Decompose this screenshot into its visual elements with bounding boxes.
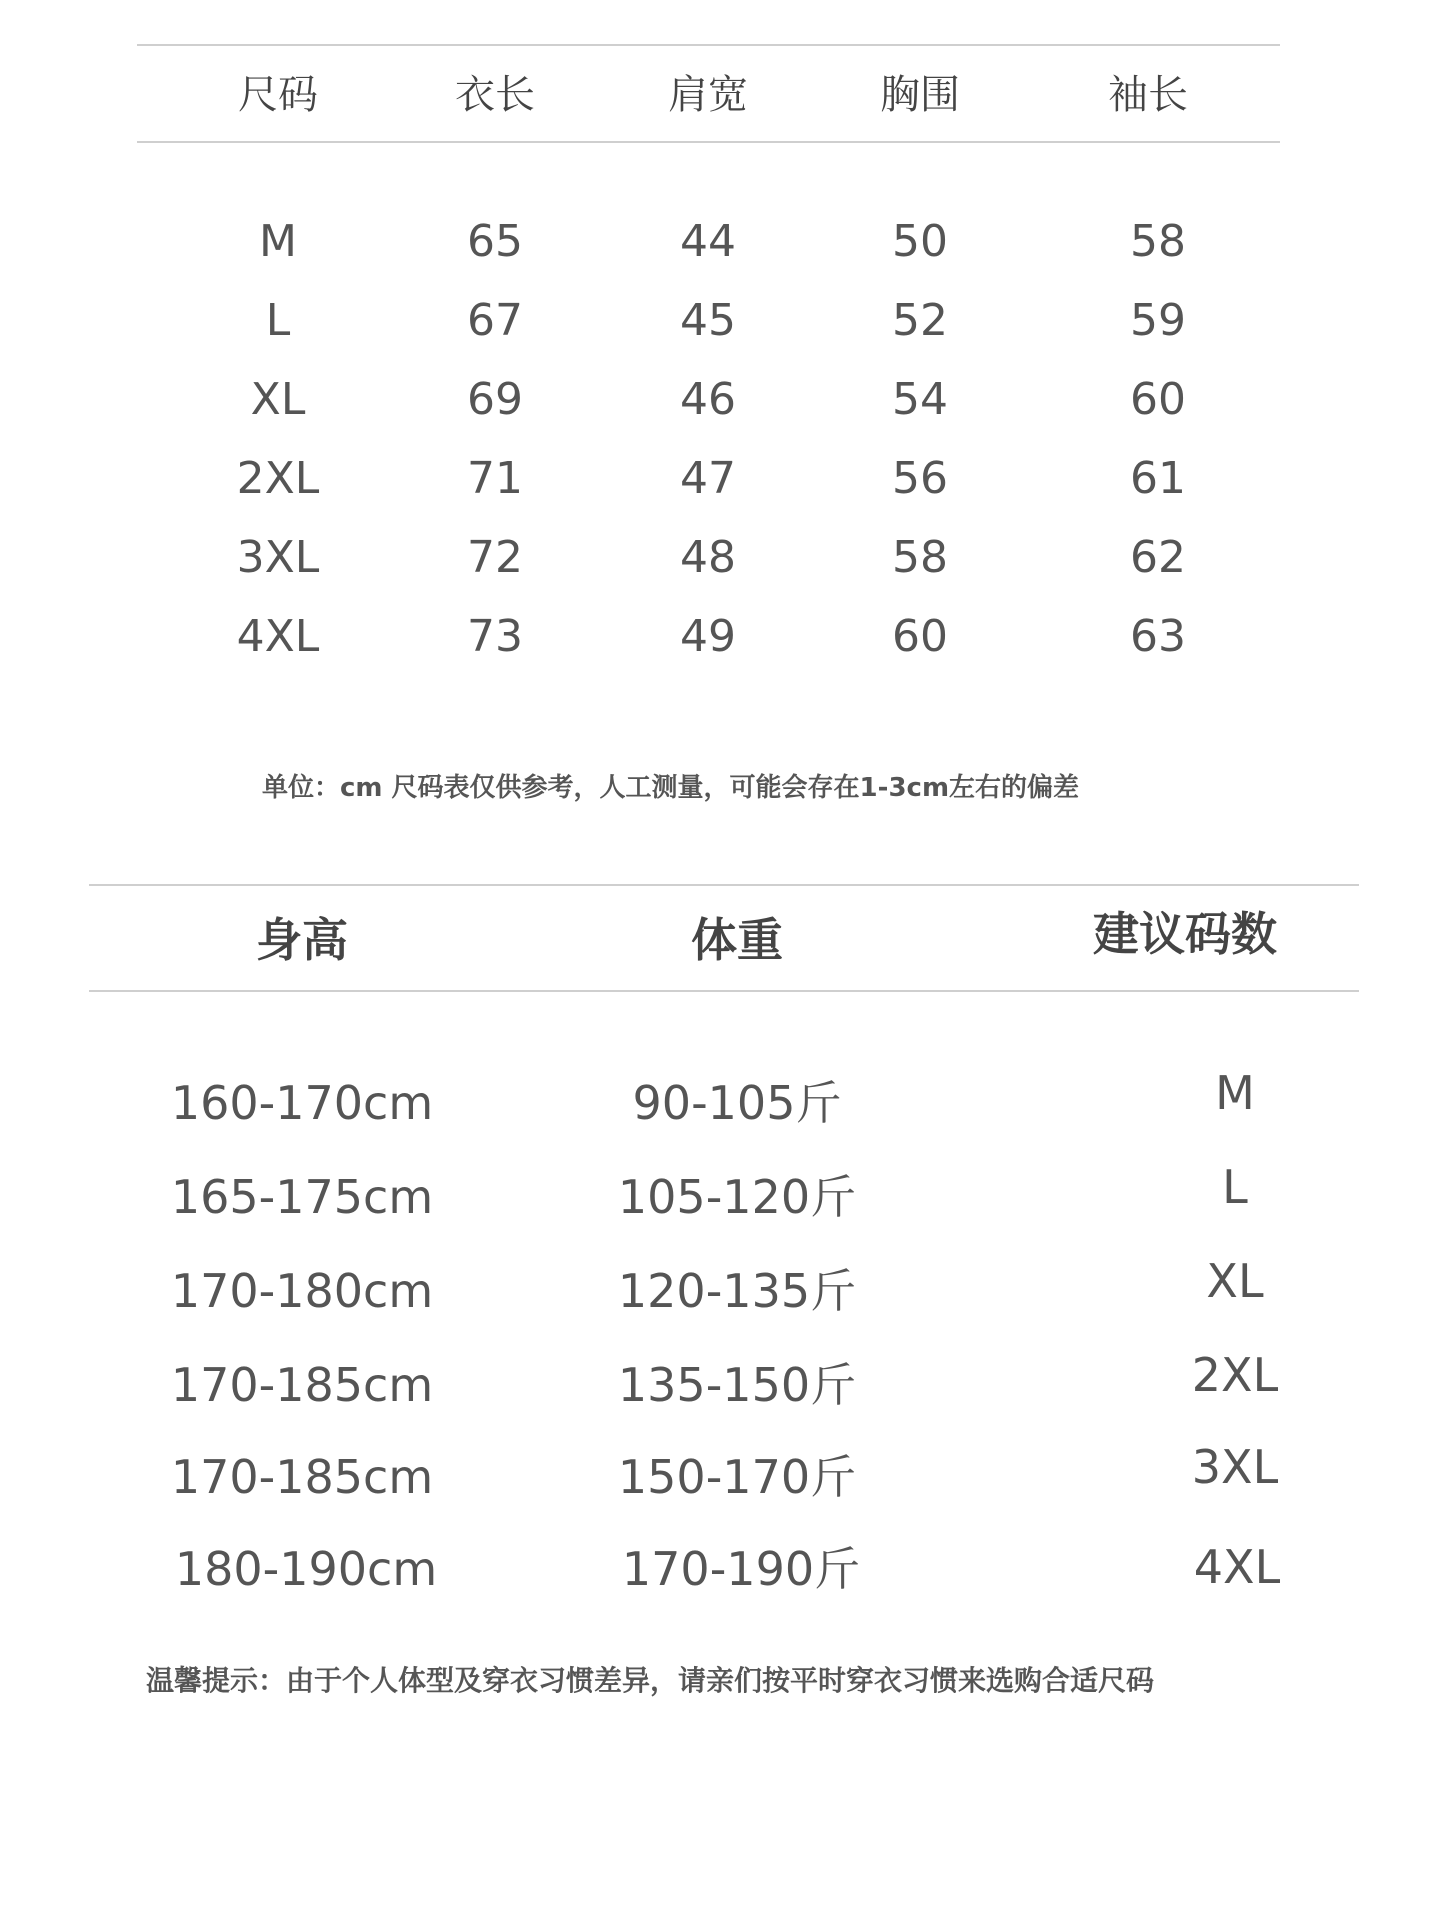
size-chart-cell: 58 — [1130, 216, 1186, 267]
size-chart-cell: M — [259, 216, 297, 267]
recommend-chart-cell: 170-185cm — [170, 1358, 434, 1412]
recommend-chart-cell: 105-120斤 — [617, 1170, 857, 1224]
size-chart-cell: 61 — [1130, 453, 1186, 504]
size-chart-cell: 56 — [892, 453, 948, 504]
size-chart-unit-note: 单位：cm 尺码表仅供参考，人工测量，可能会存在1-3cm左右的偏差 — [262, 773, 1080, 803]
size-chart-header-sleeve: 袖长 — [1108, 72, 1188, 118]
size-chart-cell: XL — [250, 374, 306, 425]
size-chart-cell: 60 — [1130, 374, 1186, 425]
size-chart-cell: 72 — [467, 532, 523, 583]
size-chart-cell: 3XL — [236, 532, 320, 583]
size-chart-header-chest: 胸围 — [880, 72, 960, 118]
recommend-chart-cell: 170-180cm — [170, 1264, 434, 1318]
size-chart-cell: 59 — [1130, 295, 1186, 346]
recommend-chart-cell: 3XL — [1191, 1440, 1279, 1494]
size-chart-cell: 49 — [680, 611, 736, 662]
size-chart-cell: 50 — [892, 216, 948, 267]
recommend-chart-cell: 180-190cm — [174, 1542, 438, 1596]
size-chart-header-length: 衣长 — [455, 72, 535, 118]
recommend-chart-header-size: 建议码数 — [1093, 907, 1277, 961]
recommend-chart-header-rule — [89, 990, 1359, 992]
size-chart-top-rule — [137, 44, 1280, 46]
size-chart-header-shoulder: 肩宽 — [668, 72, 748, 118]
size-chart-cell: 52 — [892, 295, 948, 346]
size-chart-cell: 67 — [467, 295, 523, 346]
recommend-chart-cell: 90-105斤 — [632, 1076, 842, 1130]
size-chart-cell: 45 — [680, 295, 736, 346]
recommend-chart-cell: L — [1222, 1160, 1248, 1214]
recommend-chart-cell: 2XL — [1191, 1348, 1279, 1402]
recommend-chart-tip-note: 温馨提示：由于个人体型及穿衣习惯差异，请亲们按平时穿衣习惯来选购合适尺码 — [146, 1664, 1155, 1697]
recommend-chart-cell: M — [1215, 1066, 1255, 1120]
recommend-chart-cell: XL — [1206, 1254, 1264, 1308]
size-chart-cell: L — [265, 295, 291, 346]
recommend-chart-top-rule — [89, 884, 1359, 886]
recommend-chart-cell: 4XL — [1193, 1540, 1281, 1594]
recommend-chart-cell: 170-190斤 — [621, 1542, 861, 1596]
size-chart-cell: 60 — [892, 611, 948, 662]
size-chart-cell: 69 — [467, 374, 523, 425]
recommend-chart-cell: 135-150斤 — [617, 1358, 857, 1412]
size-chart-cell: 58 — [892, 532, 948, 583]
size-chart-cell: 44 — [680, 216, 736, 267]
recommend-chart-header-height: 身高 — [256, 913, 348, 967]
size-chart-header-rule — [137, 141, 1280, 143]
size-chart-cell: 2XL — [236, 453, 320, 504]
recommend-chart-header-weight: 体重 — [691, 913, 783, 967]
recommend-chart-cell: 160-170cm — [170, 1076, 434, 1130]
recommend-chart-cell: 165-175cm — [170, 1170, 434, 1224]
size-chart-cell: 47 — [680, 453, 736, 504]
size-chart-header-size: 尺码 — [238, 72, 318, 118]
size-chart-cell: 73 — [467, 611, 523, 662]
recommend-chart-cell: 150-170斤 — [617, 1450, 857, 1504]
size-chart-cell: 54 — [892, 374, 948, 425]
size-chart-cell: 46 — [680, 374, 736, 425]
size-chart-cell: 62 — [1130, 532, 1186, 583]
size-chart-cell: 63 — [1130, 611, 1186, 662]
size-chart-cell: 65 — [467, 216, 523, 267]
size-chart-cell: 48 — [680, 532, 736, 583]
size-chart-cell: 71 — [467, 453, 523, 504]
recommend-chart-cell: 170-185cm — [170, 1450, 434, 1504]
size-chart-cell: 4XL — [236, 611, 320, 662]
recommend-chart-cell: 120-135斤 — [617, 1264, 857, 1318]
